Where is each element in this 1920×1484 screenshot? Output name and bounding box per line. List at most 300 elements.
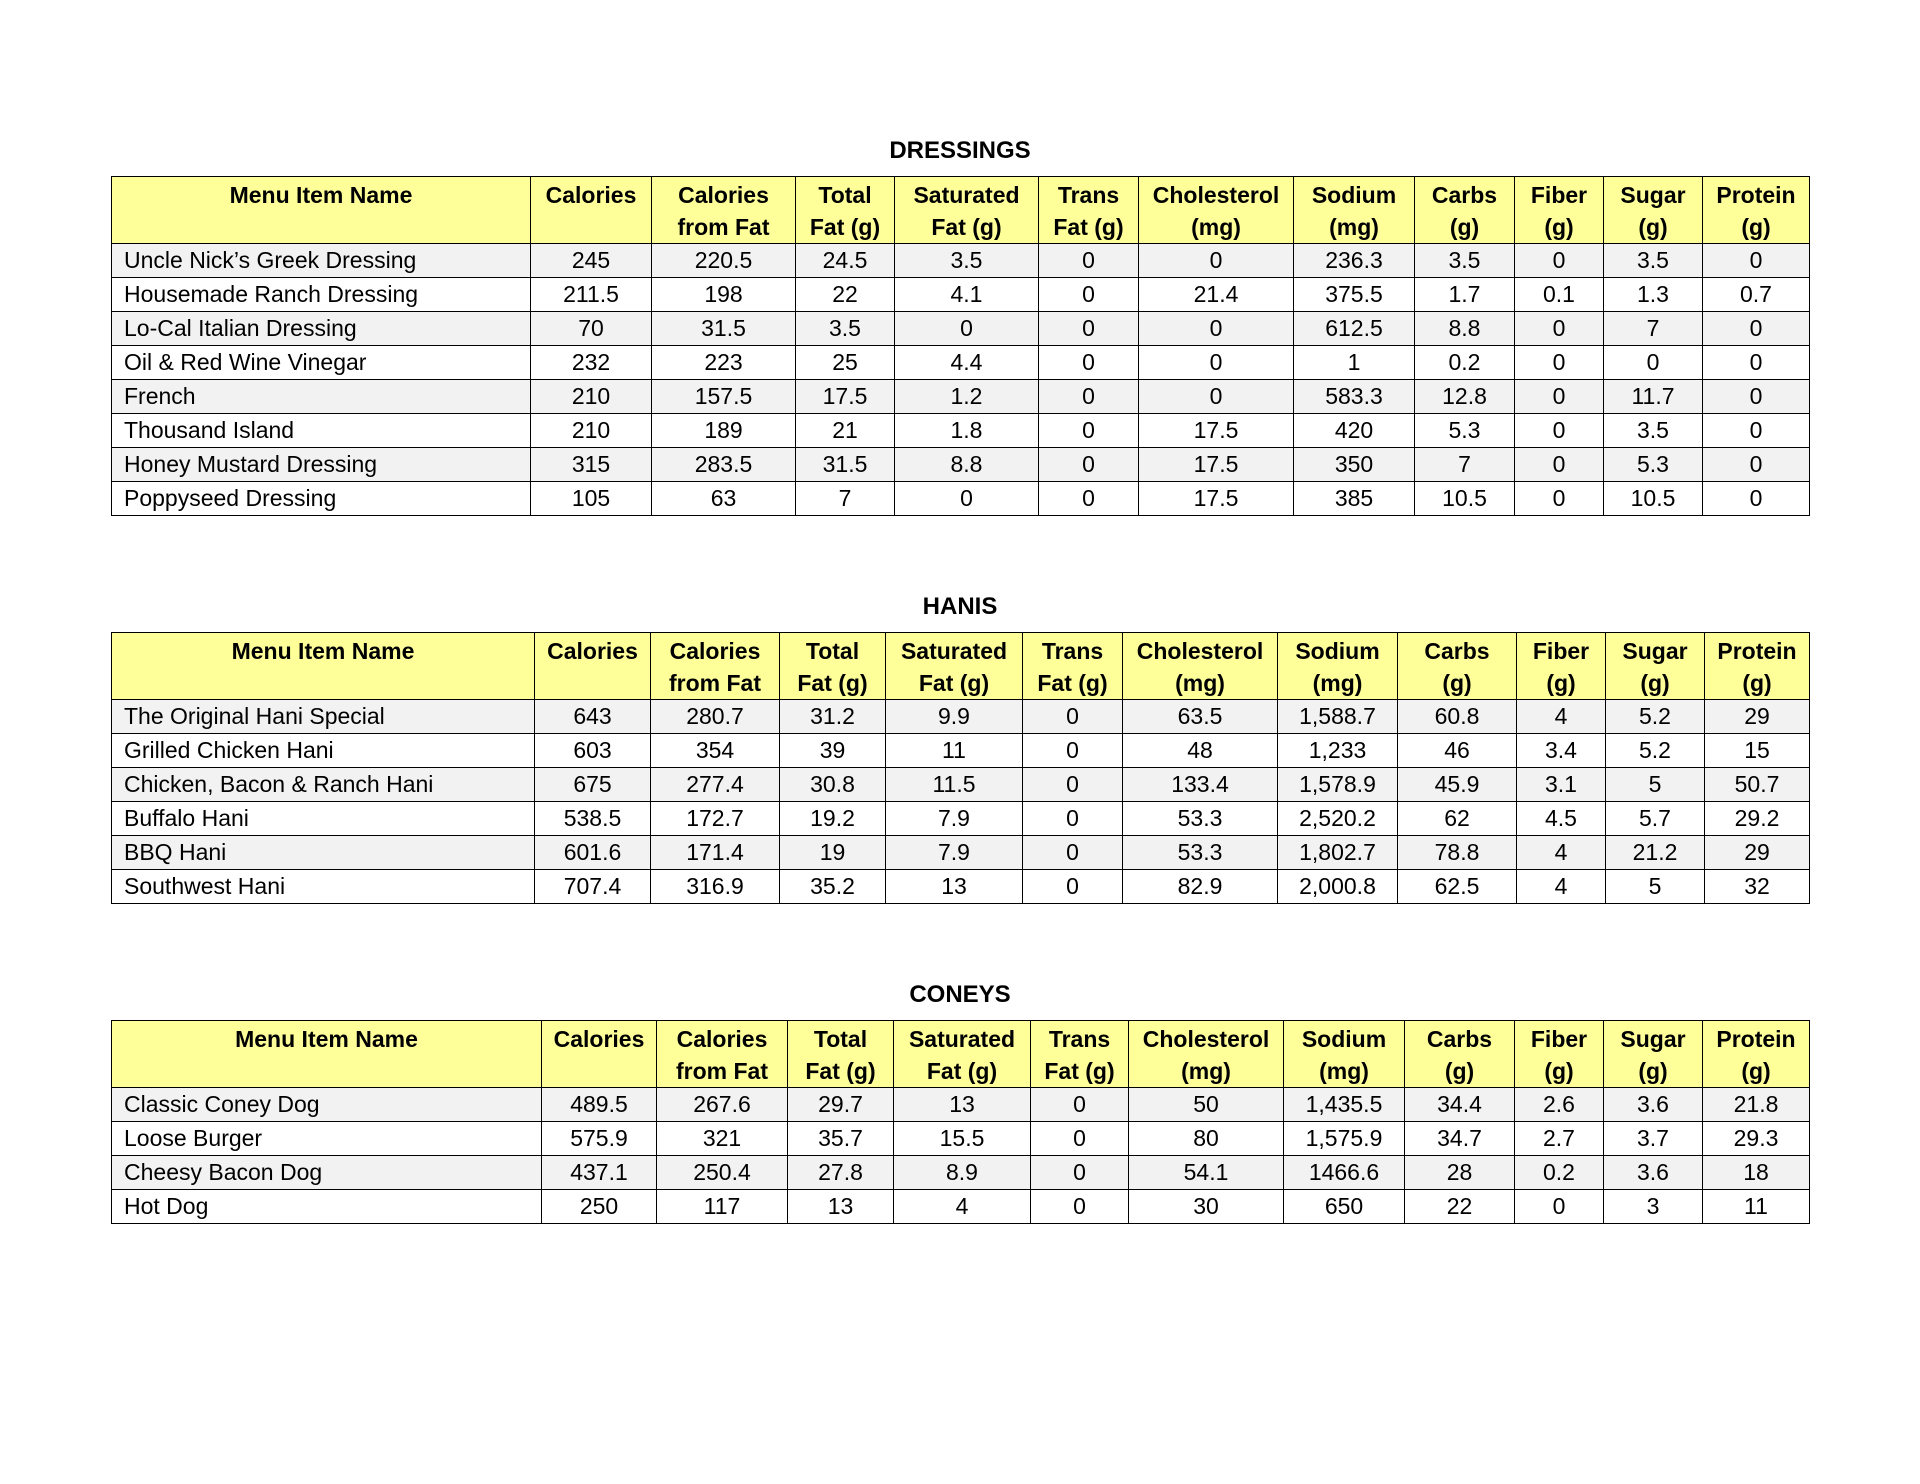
nutrient-value: 250 <box>542 1190 657 1224</box>
nutrient-value: 63.5 <box>1123 700 1278 734</box>
nutrient-value: 3.5 <box>1415 244 1515 278</box>
nutrient-value: 70 <box>531 312 652 346</box>
nutrient-value: 7 <box>1604 312 1703 346</box>
nutrient-value: 29.3 <box>1703 1122 1810 1156</box>
column-header-line: (g) <box>1449 214 1480 240</box>
column-header-line: Cholesterol <box>1142 1026 1270 1052</box>
nutrient-value: 0 <box>1039 346 1139 380</box>
nutrient-value: 30.8 <box>780 768 886 802</box>
nutrient-value: 0 <box>1023 734 1123 768</box>
column-header <box>1129 1021 1284 1088</box>
nutrient-value: 53.3 <box>1123 836 1278 870</box>
coneys-section <box>111 978 1809 1224</box>
column-header-line: Menu Item Name <box>229 182 413 208</box>
column-header-line: Cholesterol <box>1152 182 1280 208</box>
nutrient-value: 0 <box>1703 482 1810 516</box>
menu-item-name: Southwest Hani <box>112 870 535 904</box>
nutrient-value: 583.3 <box>1294 380 1415 414</box>
nutrient-value: 354 <box>651 734 780 768</box>
nutrient-value: 0 <box>895 482 1039 516</box>
header-row <box>112 1021 1810 1088</box>
nutrient-value: 7.9 <box>886 802 1023 836</box>
menu-item-name: Lo-Cal Italian Dressing <box>112 312 531 346</box>
column-header <box>1284 1021 1405 1088</box>
column-header-line: Menu Item Name <box>231 638 415 664</box>
column-header <box>894 1021 1031 1088</box>
nutrient-value: 643 <box>535 700 651 734</box>
nutrient-value: 1466.6 <box>1284 1156 1405 1190</box>
nutrient-value: 11 <box>886 734 1023 768</box>
column-header <box>1139 177 1294 244</box>
nutrient-value: 7 <box>796 482 895 516</box>
hanis-section <box>111 590 1809 904</box>
column-header-line: (mg) <box>1329 214 1379 240</box>
header-row <box>112 177 1810 244</box>
nutrient-value: 60.8 <box>1398 700 1517 734</box>
column-header <box>788 1021 894 1088</box>
nutrient-value: 133.4 <box>1123 768 1278 802</box>
nutrient-value: 5 <box>1606 768 1705 802</box>
nutrient-value: 13 <box>894 1088 1031 1122</box>
column-header <box>1398 633 1517 700</box>
nutrient-value: 2,000.8 <box>1278 870 1398 904</box>
nutrient-value: 1.3 <box>1604 278 1703 312</box>
column-header <box>112 1021 542 1088</box>
column-header-line: Fat (g) <box>926 1058 998 1084</box>
column-header-line: Fat (g) <box>1037 670 1108 696</box>
nutrient-value: 117 <box>657 1190 788 1224</box>
table-row <box>112 1122 1810 1156</box>
column-header <box>1294 177 1415 244</box>
nutrient-value: 13 <box>788 1190 894 1224</box>
table-row <box>112 802 1810 836</box>
nutrient-value: 29.7 <box>788 1088 894 1122</box>
nutrient-value: 0 <box>1703 312 1810 346</box>
menu-item-name: Uncle Nick’s Greek Dressing <box>112 244 531 278</box>
menu-item-name: Housemade Ranch Dressing <box>112 278 531 312</box>
nutrient-value: 8.8 <box>1415 312 1515 346</box>
table-row <box>112 836 1810 870</box>
column-header-line: Carbs <box>1424 638 1490 664</box>
nutrient-value: 601.6 <box>535 836 651 870</box>
nutrient-value: 0 <box>1023 870 1123 904</box>
nutrient-value: 0 <box>1515 1190 1604 1224</box>
nutrient-value: 0 <box>1515 244 1604 278</box>
nutrient-value: 21.2 <box>1606 836 1705 870</box>
column-header-line: Trans <box>1041 638 1104 664</box>
column-header-line: (mg) <box>1175 670 1225 696</box>
nutrient-value: 4.4 <box>895 346 1039 380</box>
column-header-line: Total <box>818 182 872 208</box>
nutrient-value: 21.4 <box>1139 278 1294 312</box>
column-header-line: (g) <box>1638 1058 1668 1084</box>
menu-item-name: Hot Dog <box>112 1190 542 1224</box>
menu-item-name: French <box>112 380 531 414</box>
column-header <box>1123 633 1278 700</box>
nutrient-value: 10.5 <box>1604 482 1703 516</box>
nutrient-value: 575.9 <box>542 1122 657 1156</box>
column-header-line: (g) <box>1640 670 1670 696</box>
nutrient-value: 0 <box>1604 346 1703 380</box>
nutrient-value: 0 <box>1139 244 1294 278</box>
nutrient-value: 1,435.5 <box>1284 1088 1405 1122</box>
column-header-line: (g) <box>1742 670 1772 696</box>
column-header-line: from Fat <box>677 214 770 240</box>
nutrient-value: 19.2 <box>780 802 886 836</box>
table-row <box>112 1088 1810 1122</box>
nutrient-value: 0 <box>1139 312 1294 346</box>
nutrient-value: 62.5 <box>1398 870 1517 904</box>
nutrient-value: 10.5 <box>1415 482 1515 516</box>
table-row <box>112 414 1810 448</box>
nutrient-value: 62 <box>1398 802 1517 836</box>
column-header-line: Saturated <box>913 182 1020 208</box>
nutrient-value: 2.6 <box>1515 1088 1604 1122</box>
nutrient-value: 31.5 <box>652 312 796 346</box>
nutrient-value: 8.8 <box>895 448 1039 482</box>
table-row <box>112 278 1810 312</box>
nutrient-value: 1.7 <box>1415 278 1515 312</box>
column-header <box>1023 633 1123 700</box>
nutrient-value: 15.5 <box>894 1122 1031 1156</box>
column-header-line: Saturated <box>900 638 1008 664</box>
column-header <box>657 1021 788 1088</box>
nutrient-value: 31.2 <box>780 700 886 734</box>
nutrient-value: 5.7 <box>1606 802 1705 836</box>
nutrient-value: 236.3 <box>1294 244 1415 278</box>
table-row <box>112 244 1810 278</box>
column-header-line: Fiber <box>1532 638 1590 664</box>
nutrient-value: 19 <box>780 836 886 870</box>
section-title: HANIS <box>922 593 998 620</box>
nutrient-value: 21.8 <box>1703 1088 1810 1122</box>
coneys-table <box>111 1020 1810 1224</box>
nutrient-value: 105 <box>531 482 652 516</box>
nutrient-value: 34.7 <box>1405 1122 1515 1156</box>
nutrient-value: 4 <box>894 1190 1031 1224</box>
nutrient-value: 28 <box>1405 1156 1515 1190</box>
column-header <box>1703 1021 1810 1088</box>
nutrient-value: 24.5 <box>796 244 895 278</box>
menu-item-name: Oil & Red Wine Vinegar <box>112 346 531 380</box>
nutrient-value: 0 <box>1703 448 1810 482</box>
nutrient-value: 0.7 <box>1703 278 1810 312</box>
nutrient-value: 0 <box>1515 482 1604 516</box>
header-row <box>112 633 1810 700</box>
column-header <box>1703 177 1810 244</box>
nutrient-value: 0 <box>1031 1122 1129 1156</box>
nutrient-value: 4.5 <box>1517 802 1606 836</box>
nutrient-value: 420 <box>1294 414 1415 448</box>
nutrient-value: 0.2 <box>1415 346 1515 380</box>
nutrient-value: 13 <box>886 870 1023 904</box>
nutrient-value: 3.5 <box>895 244 1039 278</box>
nutrient-value: 15 <box>1705 734 1810 768</box>
column-header <box>796 177 895 244</box>
nutrient-value: 78.8 <box>1398 836 1517 870</box>
nutrient-value: 612.5 <box>1294 312 1415 346</box>
nutrient-value: 0 <box>1039 414 1139 448</box>
column-header <box>112 177 531 244</box>
column-header <box>651 633 780 700</box>
nutrient-value: 0 <box>1031 1088 1129 1122</box>
column-header-line: Fiber <box>1530 182 1588 208</box>
menu-item-name: Buffalo Hani <box>112 802 535 836</box>
nutrient-value: 277.4 <box>651 768 780 802</box>
column-header-line: Fat (g) <box>809 214 881 240</box>
nutrient-value: 0 <box>1023 802 1123 836</box>
column-header <box>1606 633 1705 700</box>
nutrient-value: 157.5 <box>652 380 796 414</box>
table-row <box>112 482 1810 516</box>
nutrient-value: 1,578.9 <box>1278 768 1398 802</box>
nutrient-value: 0 <box>1031 1190 1129 1224</box>
column-header-line: (g) <box>1544 1058 1574 1084</box>
nutrient-value: 17.5 <box>1139 448 1294 482</box>
column-header-line: (mg) <box>1312 670 1363 696</box>
nutrient-value: 22 <box>1405 1190 1515 1224</box>
nutrient-value: 315 <box>531 448 652 482</box>
column-header-line: Total <box>805 638 860 664</box>
nutrient-value: 39 <box>780 734 886 768</box>
nutrient-value: 3.7 <box>1604 1122 1703 1156</box>
nutrient-value: 80 <box>1129 1122 1284 1156</box>
dressings-section <box>111 134 1809 516</box>
nutrient-value: 0 <box>1139 380 1294 414</box>
nutrient-value: 3.6 <box>1604 1156 1703 1190</box>
nutrient-value: 250.4 <box>657 1156 788 1190</box>
nutrient-value: 171.4 <box>651 836 780 870</box>
nutrient-value: 283.5 <box>652 448 796 482</box>
nutrient-value: 11 <box>1703 1190 1810 1224</box>
nutrient-value: 1,802.7 <box>1278 836 1398 870</box>
menu-item-name: Honey Mustard Dressing <box>112 448 531 482</box>
nutrient-value: 437.1 <box>542 1156 657 1190</box>
nutrient-value: 5.3 <box>1415 414 1515 448</box>
menu-item-name: BBQ Hani <box>112 836 535 870</box>
nutrient-value: 189 <box>652 414 796 448</box>
nutrient-value: 245 <box>531 244 652 278</box>
nutrient-value: 3.5 <box>796 312 895 346</box>
column-header <box>780 633 886 700</box>
table-row <box>112 700 1810 734</box>
nutrient-value: 11.5 <box>886 768 1023 802</box>
nutrient-value: 17.5 <box>796 380 895 414</box>
nutrient-value: 0 <box>1703 346 1810 380</box>
nutrient-value: 0 <box>1515 414 1604 448</box>
nutrient-value: 3.5 <box>1604 244 1703 278</box>
column-header-line: Calories <box>676 1026 768 1052</box>
nutrient-value: 30 <box>1129 1190 1284 1224</box>
nutrient-value: 1 <box>1294 346 1415 380</box>
column-header <box>895 177 1039 244</box>
menu-item-name: Chicken, Bacon & Ranch Hani <box>112 768 535 802</box>
table-row <box>112 346 1810 380</box>
nutrient-value: 1,588.7 <box>1278 700 1398 734</box>
nutrient-value: 5.3 <box>1604 448 1703 482</box>
column-header-line: Calories <box>545 182 637 208</box>
nutrient-value: 50 <box>1129 1088 1284 1122</box>
table-row <box>112 734 1810 768</box>
nutrient-value: 50.7 <box>1705 768 1810 802</box>
column-header <box>1515 177 1604 244</box>
nutrient-value: 18 <box>1703 1156 1810 1190</box>
nutrient-value: 1,575.9 <box>1284 1122 1405 1156</box>
column-header-line: Trans <box>1057 182 1120 208</box>
nutrient-value: 0 <box>1039 244 1139 278</box>
nutrient-value: 3.5 <box>1604 414 1703 448</box>
nutrient-value: 5.2 <box>1606 734 1705 768</box>
nutrient-value: 29 <box>1705 836 1810 870</box>
section-title: CONEYS <box>909 981 1011 1008</box>
table-row <box>112 768 1810 802</box>
nutrient-value: 8.9 <box>894 1156 1031 1190</box>
column-header <box>1515 1021 1604 1088</box>
nutrient-value: 21 <box>796 414 895 448</box>
nutrient-value: 489.5 <box>542 1088 657 1122</box>
nutrient-value: 53.3 <box>1123 802 1278 836</box>
nutrient-value: 375.5 <box>1294 278 1415 312</box>
nutrient-value: 0 <box>1039 278 1139 312</box>
column-header <box>531 177 652 244</box>
column-header-line: from Fat <box>676 1058 768 1084</box>
nutrient-value: 25 <box>796 346 895 380</box>
nutrient-value: 0.2 <box>1515 1156 1604 1190</box>
column-header-line: Calories <box>669 638 761 664</box>
nutrient-value: 0 <box>1039 448 1139 482</box>
nutrient-value: 232 <box>531 346 652 380</box>
nutrient-value: 0 <box>895 312 1039 346</box>
column-header-line: Sugar <box>1620 182 1686 208</box>
menu-item-name: Cheesy Bacon Dog <box>112 1156 542 1190</box>
nutrient-value: 220.5 <box>652 244 796 278</box>
column-header-line: (g) <box>1444 1058 1475 1084</box>
nutrient-value: 34.4 <box>1405 1088 1515 1122</box>
column-header-line: Sugar <box>1620 1026 1686 1052</box>
column-header-line: Sodium <box>1301 1026 1387 1052</box>
nutrient-value: 603 <box>535 734 651 768</box>
nutrient-value: 32 <box>1705 870 1810 904</box>
column-header-line: Fiber <box>1530 1026 1588 1052</box>
menu-item-name: The Original Hani Special <box>112 700 535 734</box>
table-row <box>112 448 1810 482</box>
column-header-line: (g) <box>1741 214 1771 240</box>
menu-item-name: Classic Coney Dog <box>112 1088 542 1122</box>
column-header-line: (g) <box>1741 1058 1771 1084</box>
column-header <box>1278 633 1398 700</box>
column-header <box>1604 1021 1703 1088</box>
nutrient-value: 210 <box>531 380 652 414</box>
nutrient-value: 321 <box>657 1122 788 1156</box>
column-header <box>112 633 535 700</box>
nutrient-value: 350 <box>1294 448 1415 482</box>
column-header-line: Menu Item Name <box>235 1026 418 1052</box>
nutrient-value: 9.9 <box>886 700 1023 734</box>
column-header <box>1705 633 1810 700</box>
nutrient-value: 2,520.2 <box>1278 802 1398 836</box>
column-header-line: Calories <box>553 1026 645 1052</box>
column-header-line: Total <box>813 1026 868 1052</box>
nutrient-value: 2.7 <box>1515 1122 1604 1156</box>
column-header-line: Sodium <box>1295 638 1380 664</box>
column-header-line: Cholesterol <box>1136 638 1264 664</box>
nutrient-value: 4 <box>1517 870 1606 904</box>
column-header <box>1517 633 1606 700</box>
column-header-line: Sodium <box>1311 182 1397 208</box>
nutrient-value: 27.8 <box>788 1156 894 1190</box>
nutrient-value: 12.8 <box>1415 380 1515 414</box>
menu-item-name: Poppyseed Dressing <box>112 482 531 516</box>
nutrient-value: 172.7 <box>651 802 780 836</box>
nutrient-value: 3 <box>1604 1190 1703 1224</box>
column-header <box>1039 177 1139 244</box>
nutrient-value: 316.9 <box>651 870 780 904</box>
nutrient-value: 11.7 <box>1604 380 1703 414</box>
nutrient-value: 0 <box>1039 312 1139 346</box>
table-row <box>112 312 1810 346</box>
nutrient-value: 17.5 <box>1139 482 1294 516</box>
nutrient-value: 0 <box>1515 312 1604 346</box>
column-header-line: from Fat <box>669 670 761 696</box>
menu-item-name: Thousand Island <box>112 414 531 448</box>
column-header-line: Sugar <box>1622 638 1688 664</box>
column-header-line: Calories <box>547 638 638 664</box>
menu-item-name: Grilled Chicken Hani <box>112 734 535 768</box>
nutrient-value: 4.1 <box>895 278 1039 312</box>
column-header <box>1031 1021 1129 1088</box>
column-header-line: Saturated <box>908 1026 1016 1052</box>
dressings-table <box>111 176 1810 516</box>
nutrient-value: 54.1 <box>1129 1156 1284 1190</box>
nutrient-value: 0 <box>1515 346 1604 380</box>
nutrient-value: 22 <box>796 278 895 312</box>
nutrient-value: 31.5 <box>796 448 895 482</box>
nutrient-value: 29.2 <box>1705 802 1810 836</box>
nutrient-value: 17.5 <box>1139 414 1294 448</box>
column-header-line: Fat (g) <box>797 670 868 696</box>
nutrient-value: 0.1 <box>1515 278 1604 312</box>
column-header-line: (mg) <box>1319 1058 1369 1084</box>
table-row <box>112 1156 1810 1190</box>
column-header-line: Fat (g) <box>918 670 990 696</box>
column-header-line: Protein <box>1716 1026 1796 1052</box>
nutrient-value: 63 <box>652 482 796 516</box>
nutrient-value: 0 <box>1703 380 1810 414</box>
column-header-line: (g) <box>1638 214 1668 240</box>
column-header-line: Fat (g) <box>805 1058 876 1084</box>
nutrient-value: 5 <box>1606 870 1705 904</box>
column-header <box>1415 177 1515 244</box>
nutrient-value: 3.1 <box>1517 768 1606 802</box>
nutrient-value: 46 <box>1398 734 1517 768</box>
column-header-line: (g) <box>1442 670 1472 696</box>
nutrient-value: 0 <box>1139 346 1294 380</box>
column-header-line: (mg) <box>1181 1058 1231 1084</box>
table-row <box>112 1190 1810 1224</box>
nutrient-value: 0 <box>1031 1156 1129 1190</box>
nutrient-value: 0 <box>1703 244 1810 278</box>
nutrient-value: 385 <box>1294 482 1415 516</box>
column-header-line: Fat (g) <box>1044 1058 1115 1084</box>
nutrient-value: 5.2 <box>1606 700 1705 734</box>
nutrient-value: 210 <box>531 414 652 448</box>
nutrient-value: 35.7 <box>788 1122 894 1156</box>
column-header-line: Protein <box>1717 638 1797 664</box>
nutrient-value: 7 <box>1415 448 1515 482</box>
nutrient-value: 198 <box>652 278 796 312</box>
nutrient-value: 538.5 <box>535 802 651 836</box>
column-header-line: Calories <box>678 182 769 208</box>
